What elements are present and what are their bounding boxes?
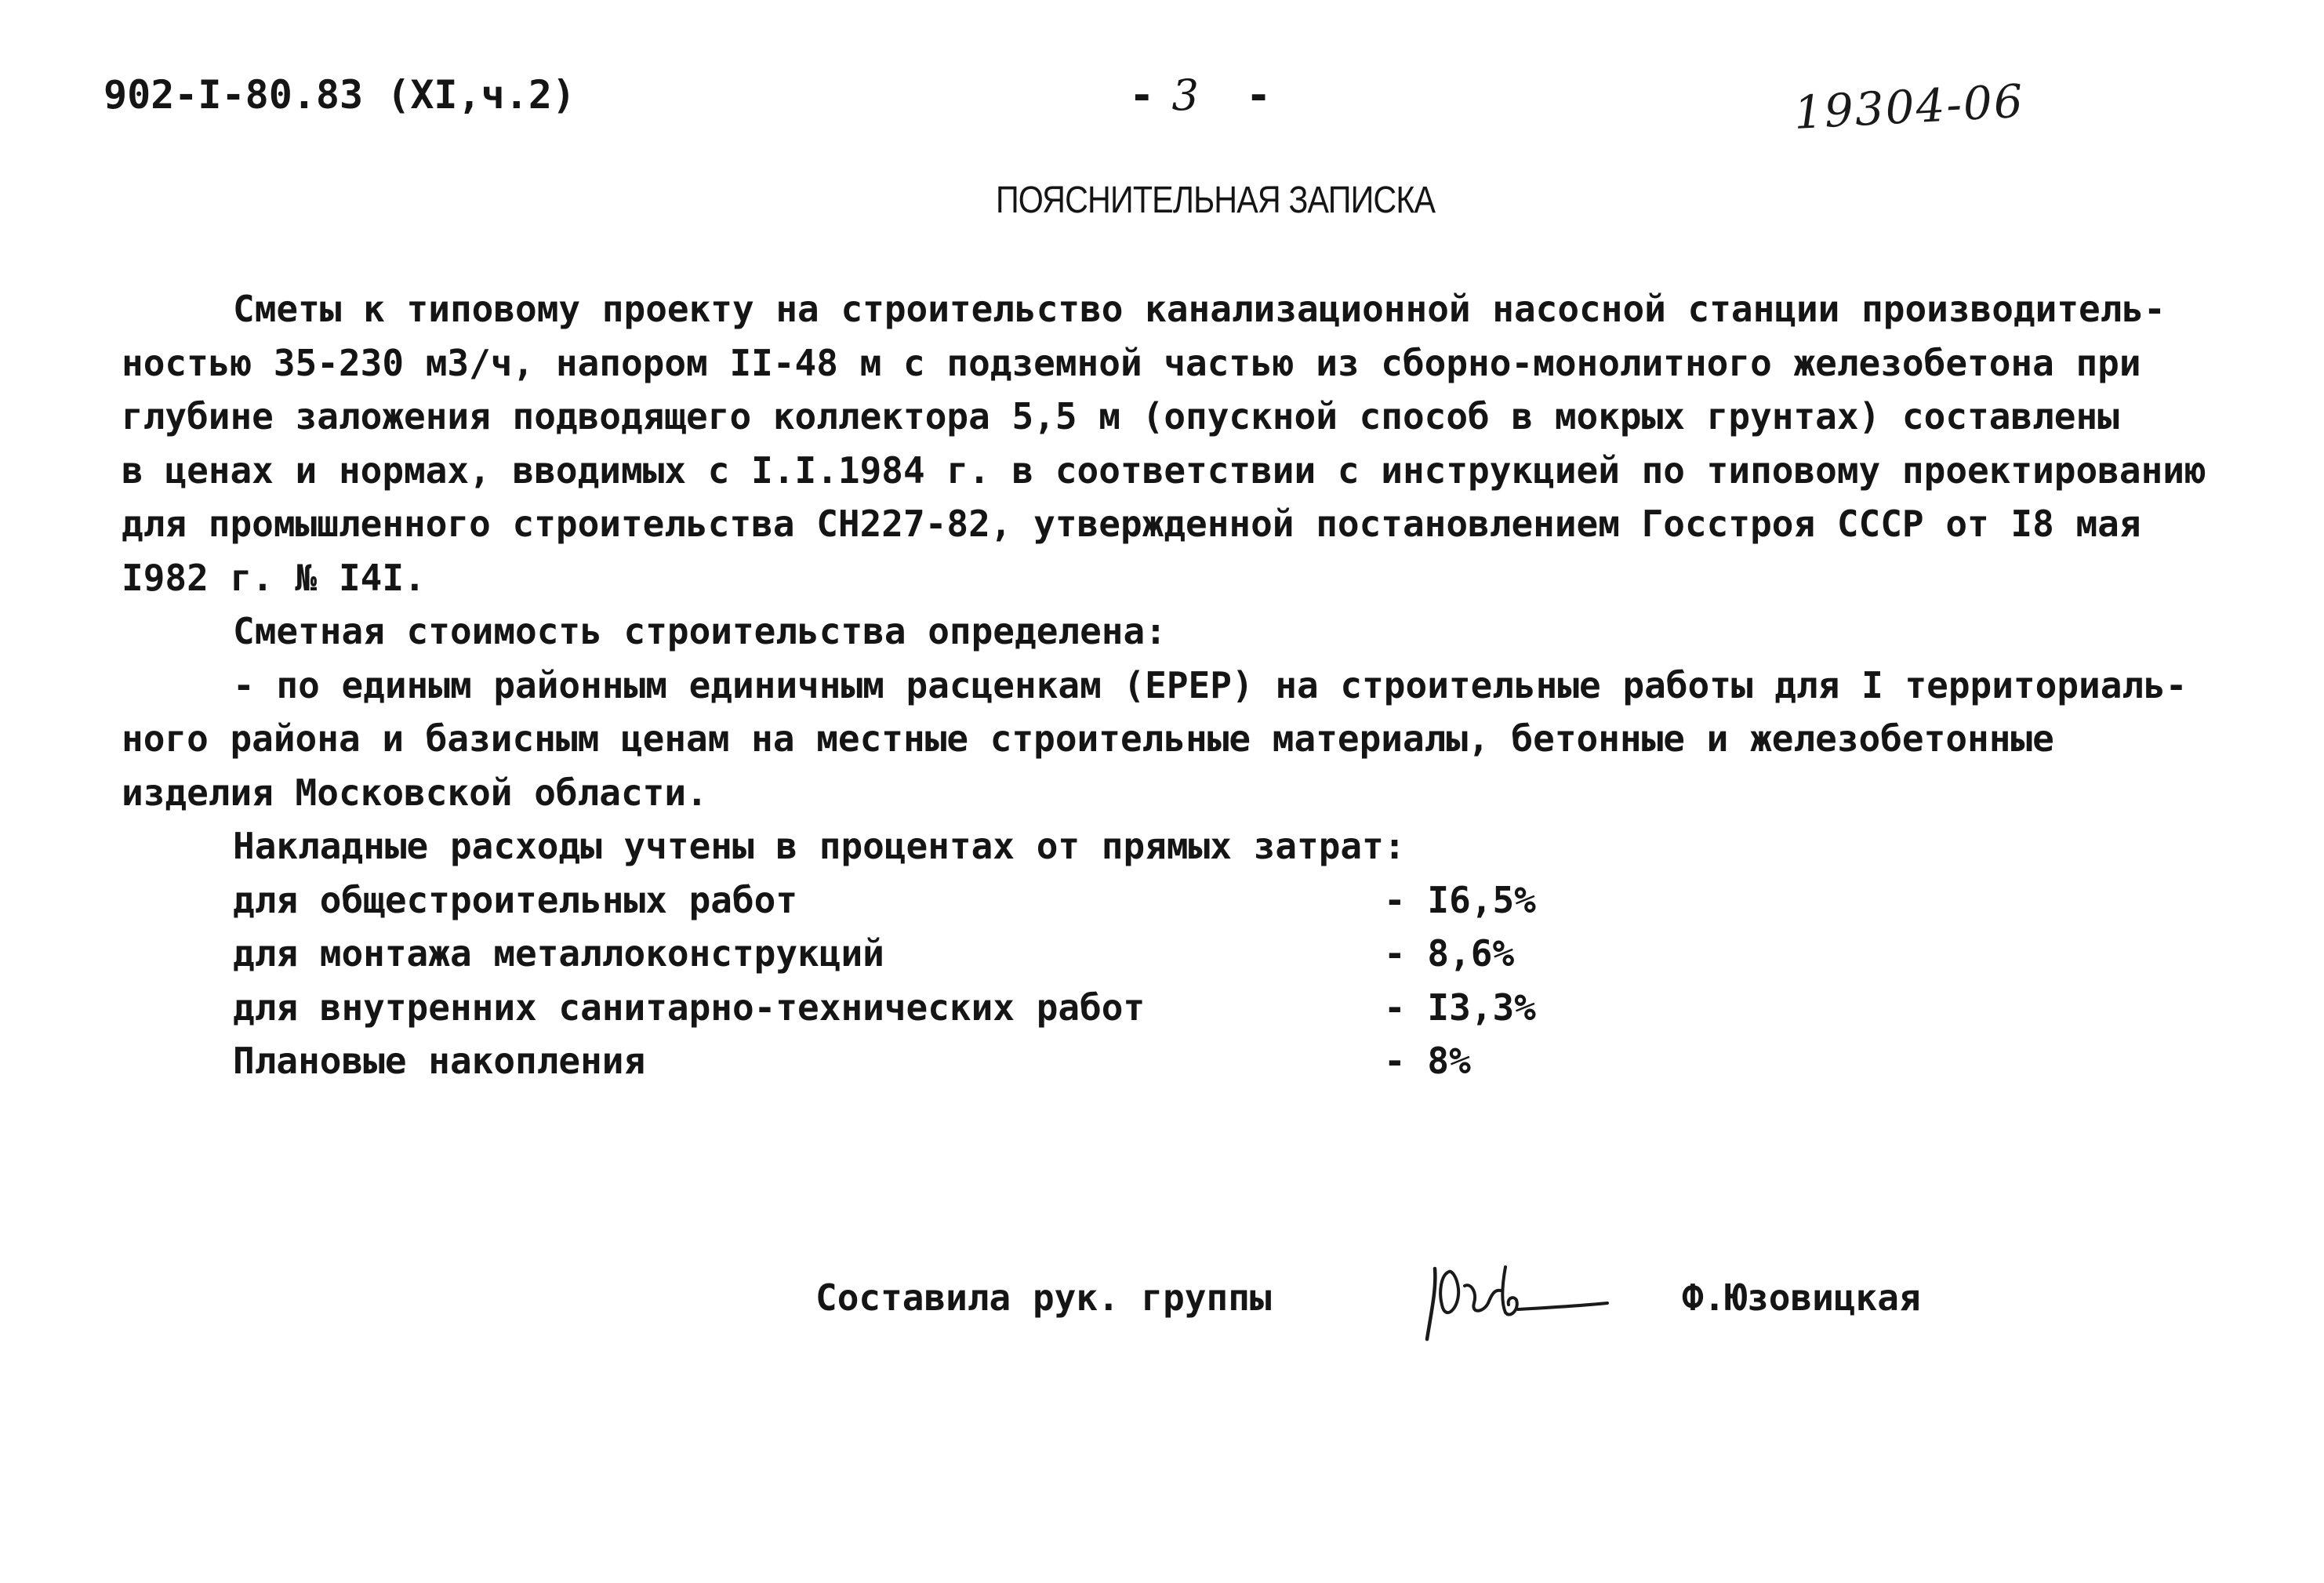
page-number-dash-right: - [1245, 71, 1272, 120]
rate-row-sanitary-works [122, 981, 2223, 1035]
cost-basis-line: ного района и базисным ценам на местные строительные материалы, бетонные и железобетонные [122, 717, 2054, 760]
document-code: 902-I-80.83 (XI,ч.2) [103, 72, 576, 118]
cost-basis-line: изделия Московской области. [122, 771, 708, 814]
overhead-intro: Накладные расходы учтены в процентах от прямых затрат: [233, 825, 1406, 867]
intro-line: ностью 35-230 м3/ч, напором II-48 м с подземной частью из сборно-монолитного железобетона при [122, 341, 2141, 384]
rate-row-planned-savings [122, 1034, 2223, 1088]
rate-label: для внутренних санитарно-технических работ [233, 986, 1146, 1029]
intro-line: в ценах и нормах, вводимых с I.I.1984 г. в соответствии с инструкцией по типовому проектированию [122, 448, 2206, 492]
cost-basis-line: - по единым районным единичным расценкам (ЕРЕР) на строительные работы для I территориаль- [233, 663, 2188, 706]
signer-name: Ф.Юзовицкая [1682, 1276, 1921, 1319]
rate-value: - I3,3% [1384, 986, 1536, 1029]
document-body [122, 282, 2223, 1088]
document-title: ПОЯСНИТЕЛЬНАЯ ЗАПИСКА [996, 180, 1436, 221]
rate-label: для общестроительных работ [233, 878, 798, 921]
intro-line: Сметы к типовому проекту на строительство канализационной насосной станции производитель- [233, 288, 2166, 330]
rate-row-metal-structures [122, 927, 2223, 981]
intro-line: для промышленного строительства СН227-82, утвержденной постановлением Госстроя СССР от I8 мая [122, 503, 2141, 545]
cost-intro: Сметная стоимость строительства определена: [233, 610, 1167, 652]
page-number: 3 [1171, 71, 1199, 120]
rate-row-general-construction [122, 873, 2223, 928]
intro-line: I982 г. № I4I. [122, 556, 426, 599]
rate-value: - 8,6% [1384, 932, 1515, 975]
signature-block [815, 1261, 1992, 1363]
rate-label: для монтажа металлоконструкций [233, 932, 884, 975]
handwritten-signature [1419, 1251, 1623, 1345]
intro-line: глубине заложения подводящего коллектора 5,5 м (опускной способ в мокрых грунтах) составлены [122, 395, 2119, 438]
rate-value: - 8% [1384, 1040, 1471, 1082]
rate-value: - I6,5% [1384, 878, 1536, 921]
rate-label: Плановые накопления [233, 1040, 646, 1082]
page-number-dash-left: - [1129, 71, 1155, 120]
handwritten-inventory-number: 19304-06 [1792, 74, 2026, 140]
page-number-block [1129, 71, 1271, 120]
signature-role: Составила рук. группы [815, 1276, 1272, 1319]
